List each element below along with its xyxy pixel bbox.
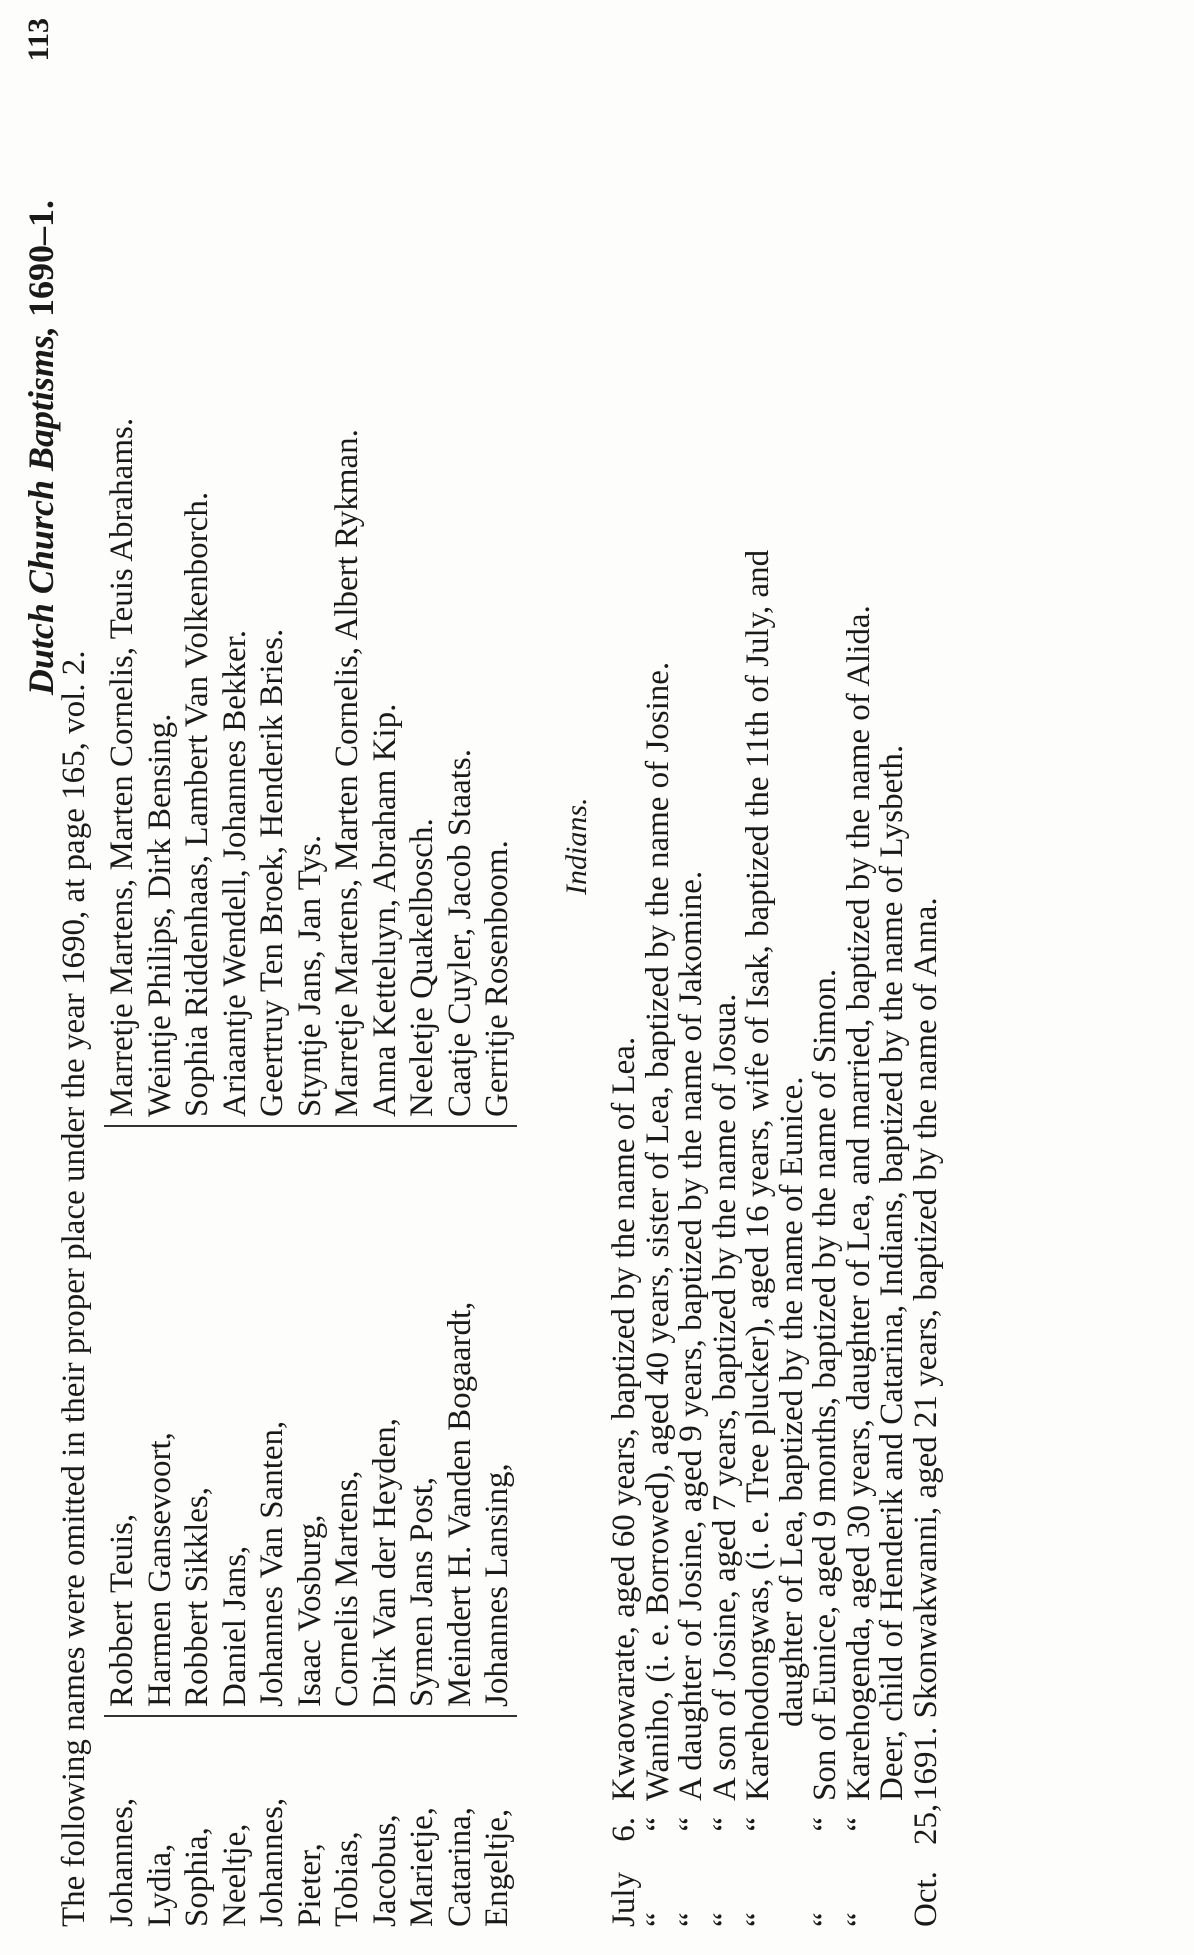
witness-names: Caatje Cuyler, Jacob Staats.: [442, 418, 480, 1126]
child-name: Pieter,: [291, 1843, 328, 1927]
entry-text: Deer, child of Henderik and Catarina, Indians, baptized by the name of Lysbeth.: [874, 744, 910, 1801]
table-row: [404, 418, 442, 1927]
table-row: [142, 418, 180, 1927]
witness-names: Neeletje Quakelbosch.: [404, 418, 442, 1126]
entry-day: “: [840, 1817, 877, 1832]
entry-date: “: [840, 1912, 877, 1927]
entry-day: “: [673, 1817, 709, 1832]
child-name: Catarina,: [441, 1806, 478, 1927]
baptism-names-table: [104, 418, 517, 1927]
running-title-year: 1690–1.: [21, 200, 61, 317]
entry-text: Karehogenda, aged 30 years, daughter of Lea, and married, baptized by the name of Alida.: [840, 605, 877, 1801]
entry-date: “: [673, 1912, 709, 1927]
indian-baptism-list: [608, 147, 943, 1927]
child-name: Neeltje,: [216, 1823, 253, 1927]
witness-names: Styntje Jans, Jan Tys.: [292, 418, 330, 1126]
table-row: [179, 418, 217, 1927]
entry-day: “: [706, 1817, 743, 1832]
entry-text: 1691. Skonwakwanni, aged 21 years, baptized by the name of Anna.: [907, 897, 944, 1801]
table-row: [367, 418, 405, 1927]
indians-heading: Indians.: [560, 797, 593, 895]
entry-date: “: [807, 1912, 843, 1927]
table-row: [442, 418, 480, 1927]
entry-day: “: [639, 1817, 676, 1832]
list-item: [675, 147, 709, 1927]
witness-names: Ariaantje Wendell, Johannes Bekker.: [217, 418, 255, 1126]
father-name: Meindert H. Vanden Bogaardt,: [442, 1126, 480, 1716]
page-number: 113: [22, 18, 55, 62]
entry-day: 25,: [907, 1803, 944, 1845]
father-name: Robbert Sikkles,: [179, 1126, 217, 1716]
father-name: Daniel Jans,: [217, 1126, 255, 1716]
entry-date: “: [639, 1912, 676, 1927]
father-name: Isaac Vosburg,: [292, 1126, 330, 1716]
intro-paragraph: The following names were omitted in their proper place under the year 1690, at page 165, vol. 2.: [56, 650, 92, 1927]
entry-text: Karehodongwas, (i. e. Tree plucker), aged 16 years, wife of Isak, baptized the 11th of July, and: [740, 549, 776, 1801]
father-name: Cornelis Martens,: [329, 1126, 367, 1716]
list-item: [840, 147, 877, 1927]
witness-names: Weintje Philips, Dirk Bensing.: [142, 418, 180, 1126]
list-item: [706, 147, 743, 1927]
witness-names: Sophia Riddenhaas, Lambert Van Volkenborch.: [179, 418, 217, 1126]
table-row: [254, 418, 292, 1927]
list-item: [773, 147, 810, 1927]
entry-date: July: [606, 1871, 642, 1927]
list-item: [809, 147, 843, 1927]
entry-date: “: [740, 1912, 776, 1927]
list-item: [608, 147, 642, 1927]
child-name: Marietje,: [404, 1806, 440, 1927]
father-name: Harmen Gansevoort,: [142, 1126, 180, 1716]
list-item: [742, 147, 776, 1927]
entry-text: Kwaowarate, aged 60 years, baptized by the name of Lea.: [606, 1036, 642, 1801]
child-name: Engeltje,: [479, 1808, 515, 1927]
child-name: Johannes,: [104, 1797, 140, 1927]
entry-date: “: [706, 1912, 743, 1927]
witness-names: Gerritje Rosenboom.: [479, 418, 517, 1126]
witness-names: Anna Ketteluyn, Abraham Kip.: [367, 418, 405, 1126]
table-row: [479, 418, 517, 1927]
child-name: Sophia,: [179, 1827, 215, 1927]
child-name: Tobias,: [329, 1831, 365, 1927]
list-item: [639, 147, 676, 1927]
table-row: [217, 418, 255, 1927]
child-name: Jacobus,: [366, 1814, 403, 1927]
list-item: [907, 147, 944, 1927]
list-item: [876, 147, 910, 1927]
father-name: Johannes Lansing,: [479, 1126, 517, 1716]
table-row: [329, 418, 367, 1927]
child-name: Johannes,: [254, 1797, 290, 1927]
witness-names: Geertruy Ten Broek, Henderik Bries.: [254, 418, 292, 1126]
entry-day: “: [740, 1817, 776, 1832]
entry-day: 6.: [606, 1817, 642, 1842]
entry-text: Waniho, (i. e. Borrowed), aged 40 years, sister of Lea, baptized by the name of Josine.: [639, 661, 676, 1801]
entry-text: A daughter of Josine, aged 9 years, baptized by the name of Jakomine.: [673, 870, 709, 1801]
table-row: [292, 418, 330, 1927]
entry-text: Son of Eunice, aged 9 months, baptized by the name of Simon.: [807, 968, 843, 1801]
father-name: Symen Jans Post,: [404, 1126, 442, 1716]
entry-text: A son of Josine, aged 7 years, baptized by the name of Josua.: [706, 993, 743, 1801]
child-name: Lydia,: [141, 1843, 178, 1927]
table-row: [104, 418, 142, 1927]
father-name: Robbert Teuis,: [104, 1126, 142, 1716]
father-name: Dirk Van der Heyden,: [367, 1126, 405, 1716]
entry-date: Oct.: [907, 1871, 944, 1927]
entry-day: “: [807, 1817, 843, 1832]
running-title: Dutch Church Baptisms, 1690–1.: [21, 200, 61, 696]
entry-text: daughter of Lea, baptized by the name of Eunice.: [773, 1076, 810, 1727]
witness-names: Marretje Martens, Marten Cornelis, Teuis Abrahams.: [104, 418, 142, 1126]
witness-names: Marretje Martens, Marten Cornelis, Albert Rykman.: [329, 418, 367, 1126]
father-name: Johannes Van Santen,: [254, 1126, 292, 1716]
